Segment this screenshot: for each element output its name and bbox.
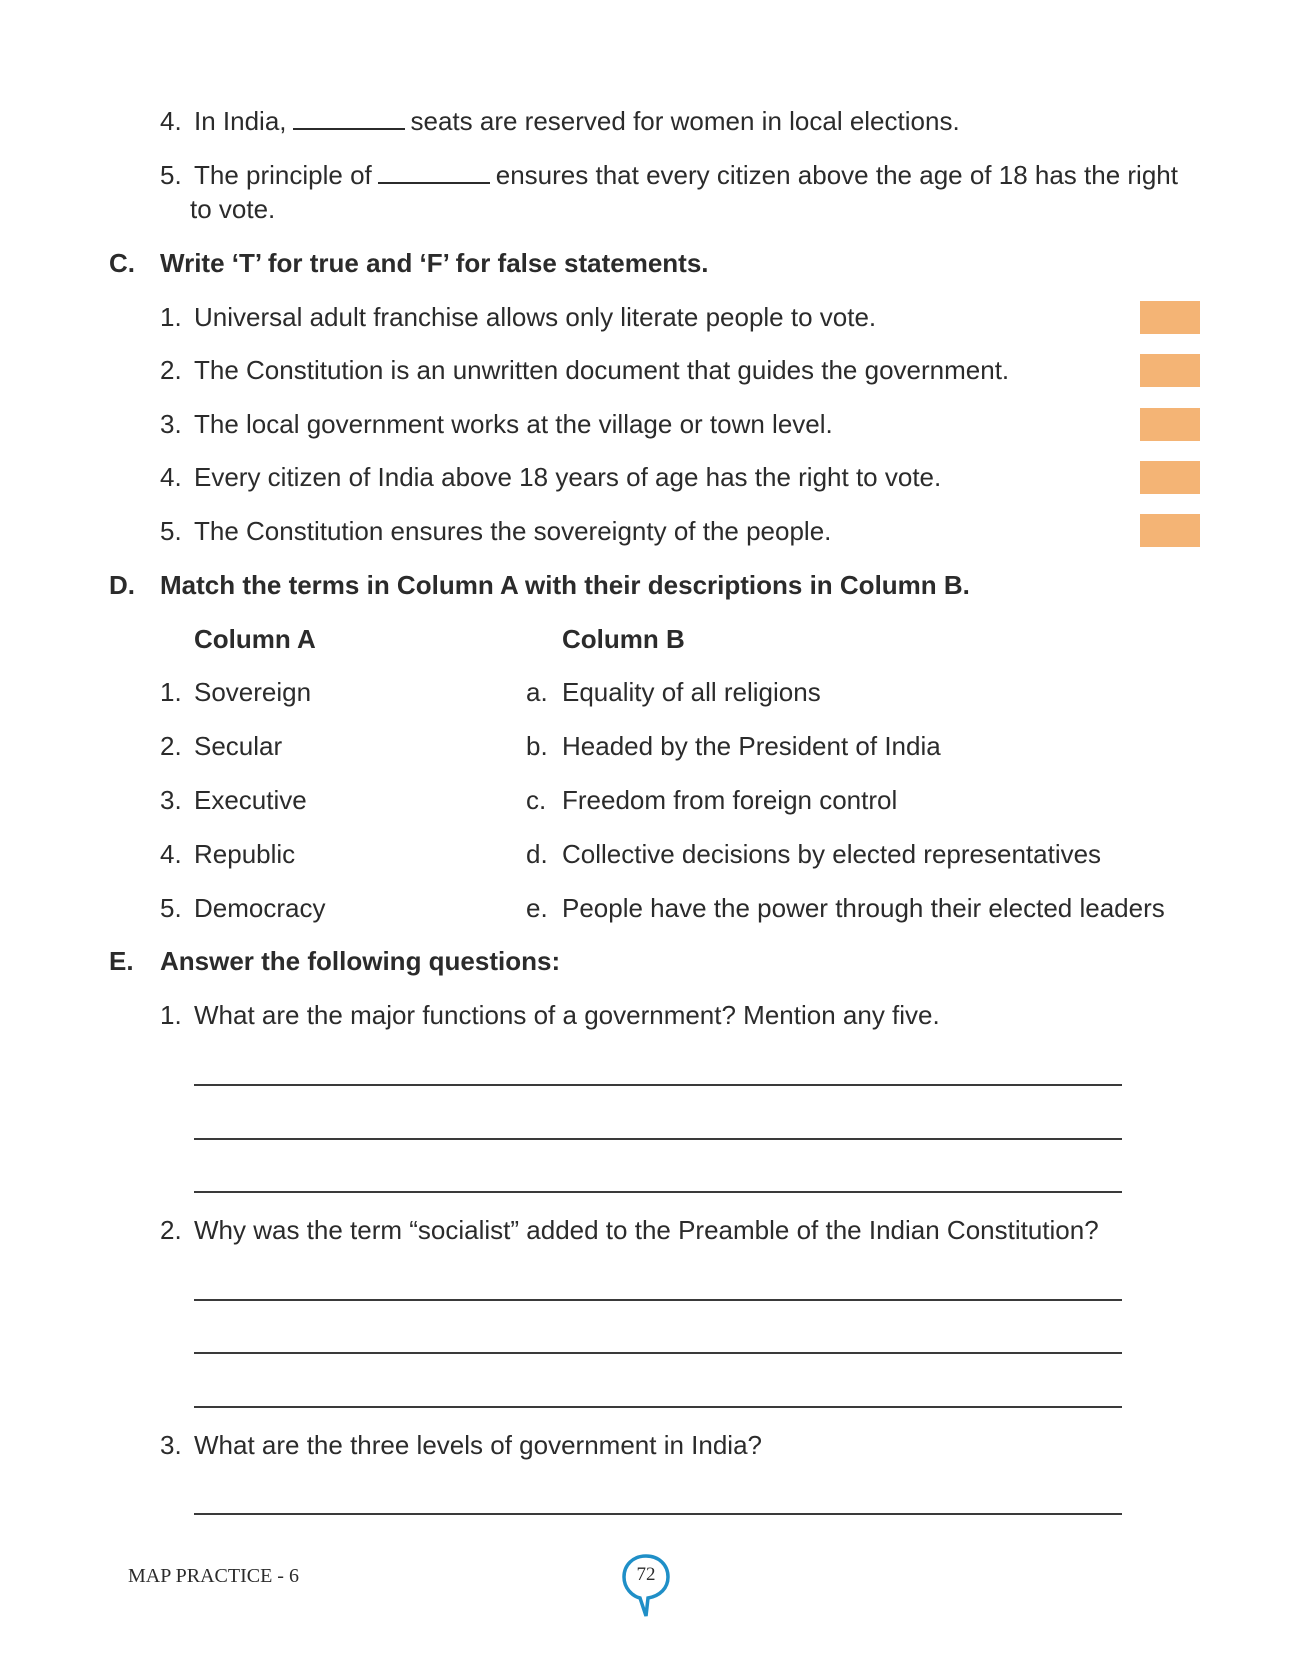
list-item xyxy=(0,1000,1296,1030)
item-number: 4. xyxy=(160,462,182,492)
desc-letter: d. xyxy=(526,839,548,869)
answer-blank[interactable] xyxy=(293,106,405,130)
list-item xyxy=(0,1430,1296,1460)
item-number: 3. xyxy=(160,409,182,439)
list-item xyxy=(0,462,1296,492)
list-item xyxy=(0,355,1296,385)
term-text: Executive xyxy=(194,785,307,815)
question-number: 4. xyxy=(160,106,182,136)
answer-box[interactable] xyxy=(1140,461,1200,494)
term-number: 2. xyxy=(160,731,182,761)
speech-bubble-icon xyxy=(620,1552,672,1622)
answer-line[interactable] xyxy=(194,1406,1122,1408)
answer-line[interactable] xyxy=(194,1513,1122,1515)
term-text: Democracy xyxy=(194,893,326,923)
term-number: 4. xyxy=(160,839,182,869)
list-item xyxy=(0,1215,1296,1245)
answer-line[interactable] xyxy=(194,1299,1122,1301)
column-a-header: Column A xyxy=(194,624,316,654)
statement-text: The Constitution is an unwritten document that guides the government. xyxy=(194,355,1010,385)
question-text-after: ensures that every citizen above the age of 18 has the right xyxy=(495,160,1178,190)
term-number: 5. xyxy=(160,893,182,923)
question-number: 3. xyxy=(160,1430,182,1460)
question-number: 5. xyxy=(160,160,182,190)
table-row xyxy=(0,785,1296,815)
statement-text: The Constitution ensures the sovereignty of the people. xyxy=(194,516,832,546)
desc-text: Headed by the President of India xyxy=(562,731,941,761)
question-text: Why was the term “socialist” added to the Preamble of the Indian Constitution? xyxy=(194,1215,1099,1245)
question-text-after: seats are reserved for women in local elections. xyxy=(410,106,960,136)
answer-box[interactable] xyxy=(1140,301,1200,334)
answer-line[interactable] xyxy=(194,1138,1122,1140)
section-e-heading xyxy=(0,946,1296,976)
desc-letter: c. xyxy=(526,785,547,815)
list-item xyxy=(0,409,1296,439)
question-number: 2. xyxy=(160,1215,182,1245)
column-b-header: Column B xyxy=(562,624,685,654)
section-title: Answer the following questions: xyxy=(160,946,561,976)
item-number: 2. xyxy=(160,355,182,385)
answer-box[interactable] xyxy=(1140,514,1200,547)
answer-box[interactable] xyxy=(1140,354,1200,387)
section-d-heading xyxy=(0,570,1296,600)
desc-letter: a. xyxy=(526,677,548,707)
statement-text: Every citizen of India above 18 years of age has the right to vote. xyxy=(194,462,942,492)
item-number: 1. xyxy=(160,302,182,332)
question-text-continuation: to vote. xyxy=(190,194,276,224)
answer-box[interactable] xyxy=(1140,408,1200,441)
answer-line[interactable] xyxy=(194,1084,1122,1086)
answer-line[interactable] xyxy=(194,1352,1122,1354)
question-text-before: The principle of xyxy=(194,160,372,190)
desc-text: People have the power through their elected leaders xyxy=(562,893,1165,923)
question-number: 1. xyxy=(160,1000,182,1030)
page-number-badge xyxy=(620,1552,672,1622)
item-number: 5. xyxy=(160,516,182,546)
fill-blank-q4 xyxy=(0,106,1296,136)
term-text: Sovereign xyxy=(194,677,312,707)
answer-line[interactable] xyxy=(194,1191,1122,1193)
question-text: What are the three levels of government in India? xyxy=(194,1430,762,1460)
statement-text: Universal adult franchise allows only literate people to vote. xyxy=(194,302,877,332)
table-row xyxy=(0,893,1296,923)
table-row xyxy=(0,839,1296,869)
term-number: 3. xyxy=(160,785,182,815)
question-text: What are the major functions of a government? Mention any five. xyxy=(194,1000,940,1030)
section-letter: D. xyxy=(109,570,135,600)
term-text: Secular xyxy=(194,731,283,761)
desc-letter: b. xyxy=(526,731,548,761)
page-number: 72 xyxy=(636,1564,656,1585)
section-title: Write ‘T’ for true and ‘F’ for false statements. xyxy=(160,248,709,278)
desc-text: Freedom from foreign control xyxy=(562,785,898,815)
table-row xyxy=(0,731,1296,761)
list-item xyxy=(0,302,1296,332)
term-text: Republic xyxy=(194,839,296,869)
table-row xyxy=(0,677,1296,707)
term-number: 1. xyxy=(160,677,182,707)
section-title: Match the terms in Column A with their descriptions in Column B. xyxy=(160,570,970,600)
statement-text: The local government works at the village or town level. xyxy=(194,409,833,439)
desc-letter: e. xyxy=(526,893,548,923)
section-c-heading xyxy=(0,248,1296,278)
desc-text: Collective decisions by elected representatives xyxy=(562,839,1102,869)
desc-text: Equality of all religions xyxy=(562,677,821,707)
fill-blank-q5 xyxy=(0,160,1296,190)
question-text-before: In India, xyxy=(194,106,287,136)
book-title: MAP PRACTICE - 6 xyxy=(128,1565,299,1587)
section-letter: C. xyxy=(109,248,135,278)
section-letter: E. xyxy=(109,946,134,976)
list-item xyxy=(0,516,1296,546)
answer-blank[interactable] xyxy=(378,160,490,184)
